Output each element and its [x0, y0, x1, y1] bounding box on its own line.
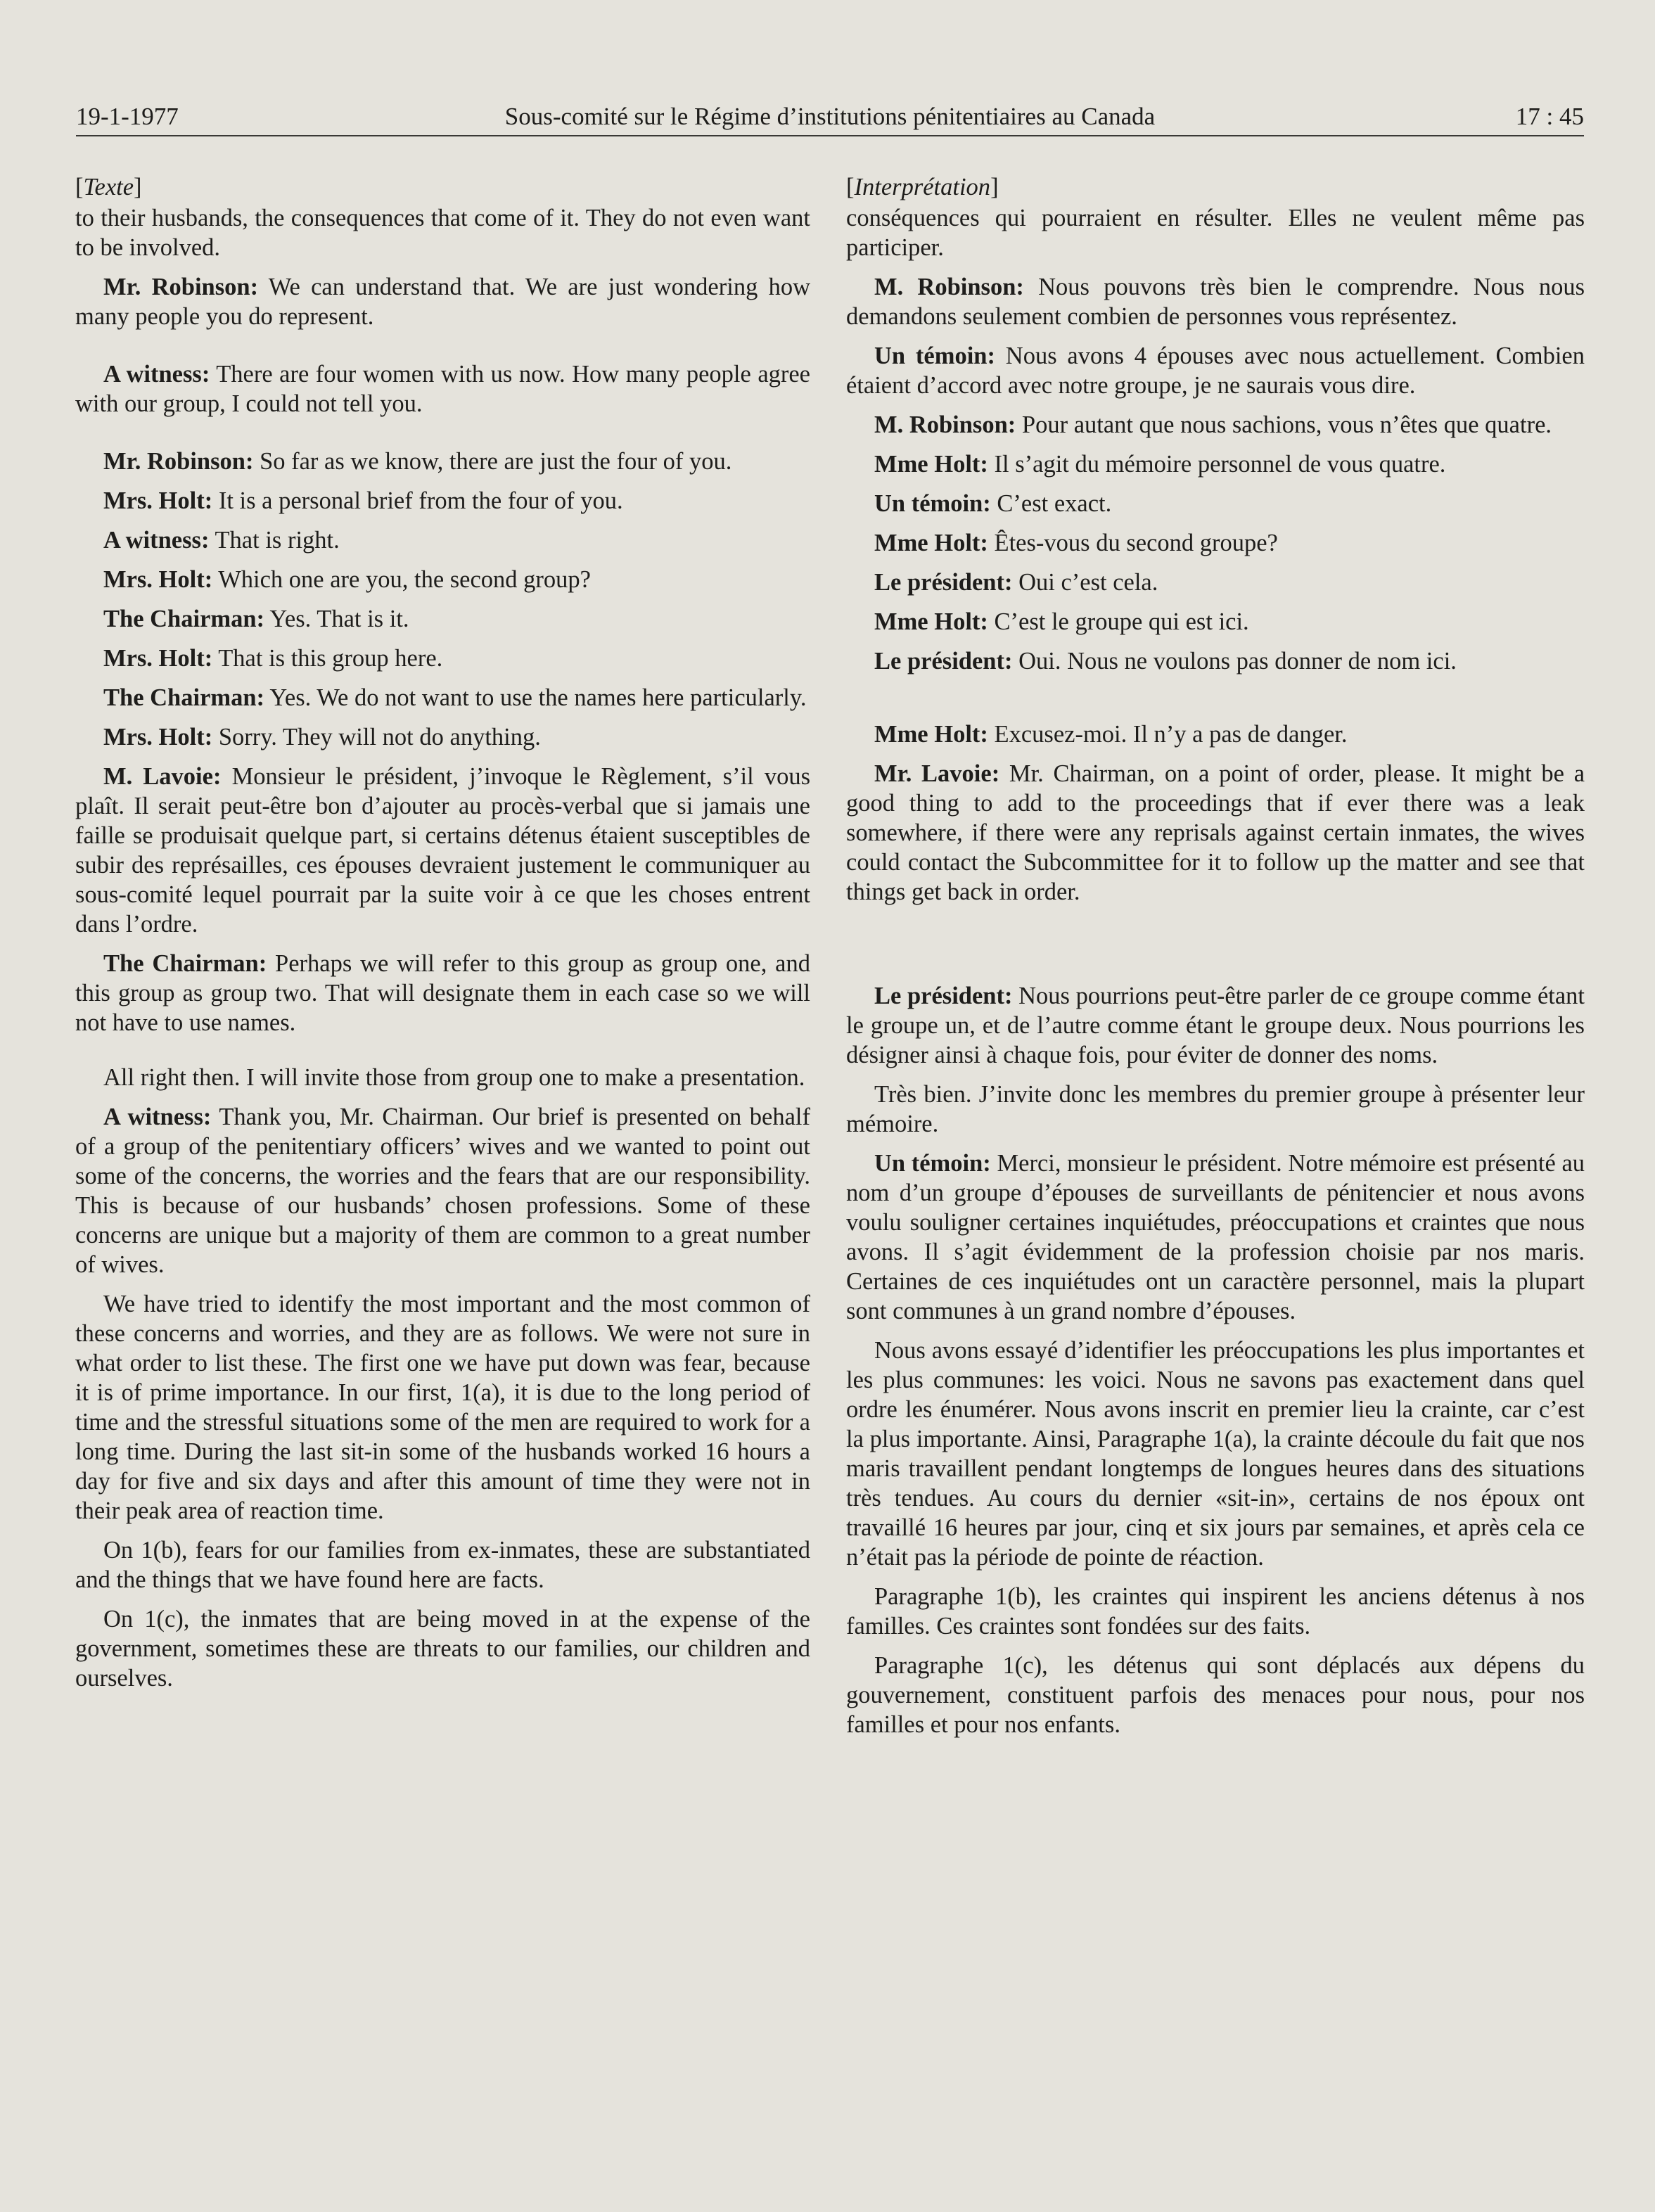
- paragraph: Mr. Robinson: So far as we know, there are just the four of you.: [103, 448, 732, 475]
- paragraph: Paragraphe 1(b), les craintes qui inspirent les anciens détenus à nos familles. Ces craintes sont fondées sur des faits.: [846, 1583, 1585, 1639]
- speaker-name: Mme Holt:: [874, 530, 988, 556]
- paragraph: Mme Holt: Excusez-moi. Il n’y a pas de danger.: [874, 721, 1348, 748]
- speaker-name: M. Robinson:: [874, 411, 1016, 438]
- speaker-name: Un témoin:: [874, 1150, 991, 1177]
- paragraph: The Chairman: Perhaps we will refer to this group as group one, and this group as group two. That will designate them in each case so we will not have to use names.: [75, 950, 810, 1036]
- speaker-name: A witness:: [103, 527, 210, 554]
- speaker-name: Mr. Lavoie:: [874, 760, 1000, 787]
- paragraph: Mr. Robinson: We can understand that. We are just wondering how many people you do represent.: [75, 274, 810, 330]
- paragraph: A witness: That is right.: [103, 527, 340, 554]
- paragraph: Le président: Oui c’est cela.: [874, 569, 1158, 596]
- speaker-name: The Chairman:: [103, 684, 265, 711]
- paragraph: A witness: There are four women with us now. How many people agree with our group, I could not tell you.: [75, 361, 810, 417]
- paragraph: All right then. I will invite those from group one to make a presentation.: [103, 1064, 805, 1091]
- paragraph: Très bien. J’invite donc les membres du premier groupe à présenter leur mémoire.: [846, 1081, 1585, 1137]
- speaker-name: M. Robinson:: [874, 274, 1024, 300]
- speaker-name: Mr. Robinson:: [103, 274, 259, 300]
- paragraph: to their husbands, the consequences that come of it. They do not even want to be involved.: [75, 205, 810, 261]
- paragraph: M. Robinson: Nous pouvons très bien le comprendre. Nous nous demandons seulement combien de personnes vous représentez.: [846, 274, 1585, 330]
- paragraph: A witness: Thank you, Mr. Chairman. Our brief is presented on behalf of a group of the penitentiary officers’ wives and we wanted to point out some of the concerns, the worries and the fears that are our responsibility. This is because of our husbands’ chosen professions. Some of these concerns are unique but a majority of them are common to a great number of wives.: [75, 1104, 810, 1278]
- paragraph: Le président: Nous pourrions peut-être parler de ce groupe comme étant le groupe un, et de l’autre comme étant le groupe deux. Nous pourrions les désigner ainsi à chaque fois, pour éviter de donner des noms.: [846, 983, 1585, 1068]
- paragraph: Mme Holt: Il s’agit du mémoire personnel de vous quatre.: [874, 451, 1446, 478]
- paragraph: M. Lavoie: Monsieur le président, j’invoque le Règlement, s’il vous plaît. Il serait peut-être bon d’ajouter au procès-verbal que si jamais une faille se produisait quelque part, si certains détenus étaient susceptibles de subir des représailles, ces épouses devraient justement le communiquer au sous-comité lequel pourrait par la suite voir à ce que les choses entrent dans l’ordre.: [75, 763, 810, 938]
- paragraph: We have tried to identify the most important and the most common of these concerns and worries, and they are as follows. We were not sure in what order to list these. The first one we have put down was fear, because it is of prime importance. In our first, 1(a), it is due to the long period of time and the stressful situations some of the men are required to work for a long time. During the last sit-in some of the husbands worked 16 hours a day for five and six days and after this amount of time they were not in their peak area of reaction time.: [75, 1291, 810, 1524]
- paragraph: The Chairman: Yes. That is it.: [103, 606, 409, 632]
- speaker-name: Mme Holt:: [874, 721, 988, 748]
- column-tag: [Interprétation]: [846, 174, 999, 200]
- speaker-name: Mrs. Holt:: [103, 645, 213, 672]
- speaker-name: The Chairman:: [103, 950, 267, 977]
- paragraph: Mrs. Holt: Sorry. They will not do anything.: [103, 724, 541, 750]
- paragraph: Un témoin: Nous avons 4 épouses avec nous actuellement. Combien étaient d’accord avec notre groupe, je ne saurais vous dire.: [846, 343, 1585, 399]
- paragraph: Un témoin: C’est exact.: [874, 490, 1112, 517]
- column-tag-text: Texte: [83, 174, 134, 200]
- column-tag-text: Interprétation: [854, 174, 991, 200]
- paragraph: Mrs. Holt: It is a personal brief from the four of you.: [103, 487, 623, 514]
- paragraph: On 1(b), fears for our families from ex-inmates, these are substantiated and the things that we have found here are facts.: [75, 1537, 810, 1593]
- speaker-name: Mr. Robinson:: [103, 448, 254, 475]
- paragraph: The Chairman: Yes. We do not want to use the names here particularly.: [103, 684, 807, 711]
- paragraph: Paragraphe 1(c), les détenus qui sont déplacés aux dépens du gouvernement, constituent parfois des menaces pour nous, pour nos familles et pour nos enfants.: [846, 1652, 1585, 1738]
- speaker-name: Mrs. Holt:: [103, 487, 213, 514]
- left-paragraphs: [75, 203, 810, 1693]
- speaker-name: The Chairman:: [103, 606, 265, 632]
- paragraph: Mr. Lavoie: Mr. Chairman, on a point of order, please. It might be a good thing to add to the proceedings that if ever there was a leak somewhere, if there were any reprisals against certain inmates, the wives could contact the Subcommittee for it to follow up the matter and see that things get back in order.: [846, 760, 1585, 905]
- header-date: 19-1-1977: [76, 103, 179, 130]
- speaker-name: Le président:: [874, 983, 1013, 1009]
- speaker-name: Un témoin:: [874, 343, 995, 369]
- speaker-name: Un témoin:: [874, 490, 991, 517]
- header-title: Sous-comité sur le Régime d’institutions pénitentiaires au Canada: [504, 103, 1156, 130]
- speaker-name: Le président:: [874, 648, 1013, 675]
- speaker-name: A witness:: [103, 361, 210, 388]
- speaker-name: Mrs. Holt:: [103, 566, 213, 593]
- paragraph: M. Robinson: Pour autant que nous sachions, vous n’êtes que quatre.: [874, 411, 1552, 438]
- column-tag: [Texte]: [75, 174, 142, 200]
- paragraph: Un témoin: Merci, monsieur le président. Notre mémoire est présenté au nom d’un groupe d’épouses de surveillants de pénitencier et nous avons voulu souligner certaines inquiétudes, préoccupations et craintes que nous avons. Il s’agit évidemment de la profession choisie par nos maris. Certaines de ces inquiétudes ont un caractère personnel, mais la plupart sont communes à un grand nombre d’épouses.: [846, 1150, 1585, 1324]
- speaker-name: Le président:: [874, 569, 1013, 596]
- paragraph: conséquences qui pourraient en résulter. Elles ne veulent même pas participer.: [846, 205, 1585, 261]
- paragraph: Mme Holt: C’est le groupe qui est ici.: [874, 608, 1249, 635]
- speaker-name: Mme Holt:: [874, 608, 988, 635]
- paragraph: Nous avons essayé d’identifier les préoccupations les plus importantes et les plus communes: les voici. Nous ne savons pas exactement dans quel ordre les énumérer. Nous avons inscrit en premier lieu la crainte, car c’est la plus importante. Ainsi, Paragraphe 1(a), la crainte découle du fait que nos maris travaillent pendant longtemps de longues heures dans des situations très tendues. Au cours du dernier «sit-in», certains de nos époux ont travaillé 16 heures par jour, cinq et six jours par semaines, et après cela ce n’était pas la période de pointe de réaction.: [846, 1337, 1585, 1571]
- left-column-english: [75, 172, 810, 1693]
- page-number: 17 : 45: [1515, 103, 1584, 130]
- speaker-name: A witness:: [103, 1104, 212, 1130]
- running-header: [76, 98, 1584, 136]
- speaker-name: Mrs. Holt:: [103, 724, 213, 750]
- paragraph: Le président: Oui. Nous ne voulons pas donner de nom ici.: [874, 648, 1457, 675]
- paragraph: On 1(c), the inmates that are being moved in at the expense of the government, sometimes these are threats to our families, our children and ourselves.: [75, 1606, 810, 1692]
- right-paragraphs: [846, 203, 1585, 1739]
- speaker-name: Mme Holt:: [874, 451, 988, 478]
- speaker-name: M. Lavoie:: [103, 763, 222, 790]
- paragraph: Mrs. Holt: Which one are you, the second group?: [103, 566, 591, 593]
- paragraph: Mrs. Holt: That is this group here.: [103, 645, 443, 672]
- right-column-french: [846, 172, 1585, 1739]
- paragraph: Mme Holt: Êtes-vous du second groupe?: [874, 530, 1278, 556]
